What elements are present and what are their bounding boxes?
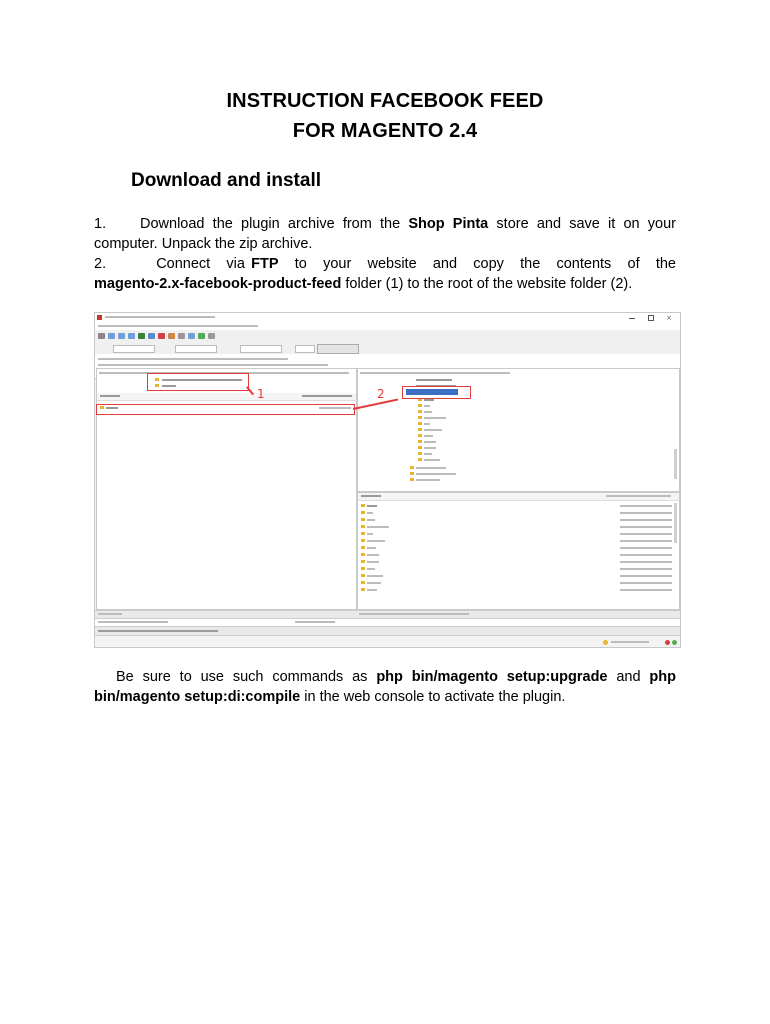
tree-scrollbar (674, 449, 677, 479)
command-compile-start: php (649, 669, 676, 685)
step-2-text-end: folder (1) to the root of the website folder (2). (341, 276, 633, 292)
folder-icon (361, 574, 365, 577)
remote-file-row (367, 575, 383, 577)
folder-icon (361, 581, 365, 584)
folder-icon (418, 446, 422, 449)
header-columns (606, 495, 671, 497)
username-input (175, 345, 217, 353)
folder-icon (418, 452, 422, 455)
minimize-icon (629, 318, 635, 319)
step-2-word: website (367, 256, 417, 272)
site-manager-icon (98, 333, 105, 339)
remote-file-meta (620, 519, 672, 521)
ftp-client-screenshot (94, 312, 681, 648)
window-titlebar (95, 313, 680, 322)
folder-icon (361, 518, 365, 521)
note-text-b: and (607, 669, 650, 685)
plugin-folder-name: magento-2.x-facebook-product-feed (94, 276, 342, 292)
folder-icon (418, 458, 422, 461)
remote-file-meta (620, 568, 672, 570)
remote-file-meta (620, 589, 672, 591)
step-2-word: of (627, 256, 640, 272)
folder-icon (418, 422, 422, 425)
tree-item (416, 379, 452, 381)
remote-file-row (367, 568, 375, 570)
callout-2: 2 (377, 387, 385, 401)
step-1-number: 1. (94, 216, 107, 232)
title-line-1: INSTRUCTION FACEBOOK FEED (226, 90, 544, 112)
folder-icon (418, 440, 422, 443)
note-line-1 (94, 667, 676, 687)
note-text-c: in the web console to activate the plugin. (300, 689, 566, 705)
note-text-a: Be sure to use such commands as (116, 669, 377, 685)
tree-item (424, 399, 434, 401)
log-line (98, 364, 328, 366)
remote-file-meta (620, 533, 672, 535)
status-bar (95, 610, 680, 618)
tree-item (424, 417, 446, 419)
tree-item (424, 441, 436, 443)
step-2-number: 2. (94, 256, 107, 272)
remote-file-pane (357, 492, 680, 610)
port-input (295, 345, 315, 353)
folder-icon (361, 525, 365, 528)
step-2-word: Connect (156, 256, 211, 272)
step-1-text-b: store and save it on your (488, 216, 676, 232)
tree-item (424, 435, 433, 437)
step-2-word: the (520, 256, 541, 272)
title-line-2: FOR MAGENTO 2.4 (292, 120, 478, 142)
folder-icon (361, 546, 365, 549)
highlight-plugin-folder (147, 373, 249, 391)
tree-item (424, 447, 436, 449)
step-2-word: and (432, 256, 458, 272)
quickconnect-button (317, 344, 359, 354)
folder-icon (418, 428, 422, 431)
tree-item (416, 473, 456, 475)
queue-tab-labels (98, 630, 218, 632)
folder-icon (361, 588, 365, 591)
window-title-text (105, 316, 215, 318)
toolbar-icon (148, 333, 155, 339)
log-line (98, 358, 288, 360)
remote-file-row (367, 589, 377, 591)
remote-file-meta (620, 575, 672, 577)
tree-item (424, 423, 430, 425)
tree-item (424, 459, 440, 461)
step-1-text-a: Download the plugin archive from the (140, 216, 409, 232)
highlight-root-folder (402, 386, 471, 399)
app-icon (97, 315, 102, 320)
step-2-line-1 (94, 254, 676, 274)
header-filename (361, 495, 381, 497)
menu-items (98, 325, 258, 327)
folder-icon (361, 567, 365, 570)
tree-item (424, 405, 430, 407)
callout-1: 1 (257, 387, 265, 401)
folder-icon (418, 410, 422, 413)
remote-file-row (367, 582, 381, 584)
remote-file-row (367, 533, 373, 535)
step-2-word: contents (556, 256, 612, 272)
step-2-word: to (294, 256, 307, 272)
queue-column (295, 621, 335, 623)
folder-icon (410, 466, 414, 469)
step-1-line-1 (94, 214, 676, 234)
highlight-local-files (96, 404, 355, 415)
step-1 (94, 214, 676, 254)
transfer-queue-header (95, 618, 680, 626)
status-text (359, 613, 469, 615)
remote-file-meta (620, 582, 672, 584)
password-input (240, 345, 282, 353)
search-icon (208, 333, 215, 339)
remote-file-meta (620, 554, 672, 556)
section-heading: Download and install (131, 170, 322, 191)
store-name: Shop Pinta (408, 216, 489, 232)
maximize-icon (648, 315, 654, 321)
queue-column (98, 621, 168, 623)
folder-icon (361, 511, 365, 514)
remote-file-row (367, 512, 373, 514)
folder-icon (418, 404, 422, 407)
file-scrollbar (674, 503, 677, 543)
remote-file-meta (620, 512, 672, 514)
folder-icon (418, 416, 422, 419)
folder-icon (410, 478, 414, 481)
bottom-status (95, 635, 680, 648)
activation-note (94, 667, 676, 707)
filter-icon (188, 333, 195, 339)
remote-file-row (367, 526, 389, 528)
remote-path-bar (360, 372, 510, 374)
queue-tabs (95, 626, 680, 635)
activity-icon (665, 640, 670, 645)
remote-file-meta (620, 526, 672, 528)
tree-item (424, 411, 432, 413)
remote-file-meta (620, 561, 672, 563)
folder-icon (361, 539, 365, 542)
refresh-icon (138, 333, 145, 339)
folder-icon (418, 434, 422, 437)
remote-file-row (367, 519, 375, 521)
folder-icon (361, 560, 365, 563)
toolbar-icon (128, 333, 135, 339)
step-2 (94, 254, 676, 294)
remote-file-row (367, 547, 376, 549)
command-compile: bin/magento setup:di:compile (94, 689, 301, 705)
menu-bar (95, 322, 680, 330)
note-line-2 (94, 687, 676, 707)
remote-file-meta (620, 547, 672, 549)
folder-icon (361, 504, 365, 507)
remote-file-meta (620, 505, 672, 507)
toolbar-icon (168, 333, 175, 339)
remote-file-row (367, 561, 379, 563)
folder-icon (361, 532, 365, 535)
activity-icon (672, 640, 677, 645)
header-filename (100, 395, 120, 397)
remote-file-row (367, 540, 385, 542)
step-2-word: copy (473, 256, 504, 272)
folder-icon (361, 553, 365, 556)
toolbar-icon (118, 333, 125, 339)
header-columns (302, 395, 352, 397)
step-1-line-2: computer. Unpack the zip archive. (94, 236, 313, 252)
tree-item (416, 467, 446, 469)
step-2-word: via (226, 256, 245, 272)
lock-icon (603, 640, 608, 645)
toolbar-icon (178, 333, 185, 339)
tree-item (424, 453, 432, 455)
tree-item (424, 429, 442, 431)
host-input (113, 345, 155, 353)
folder-icon (410, 472, 414, 475)
sync-icon (198, 333, 205, 339)
status-text (98, 613, 122, 615)
remote-file-row (367, 554, 379, 556)
remote-file-meta (620, 540, 672, 542)
close-icon: × (666, 314, 672, 322)
step-2-line-2 (94, 274, 676, 294)
ftp-label: FTP (251, 256, 279, 272)
cancel-icon (158, 333, 165, 339)
queue-status-text (611, 641, 649, 643)
tree-item (416, 479, 440, 481)
toolbar-icon (108, 333, 115, 339)
step-2-word: the (655, 256, 676, 272)
command-upgrade: php bin/magento setup:upgrade (376, 669, 608, 685)
step-2-word: your (323, 256, 352, 272)
remote-file-row (367, 505, 377, 507)
